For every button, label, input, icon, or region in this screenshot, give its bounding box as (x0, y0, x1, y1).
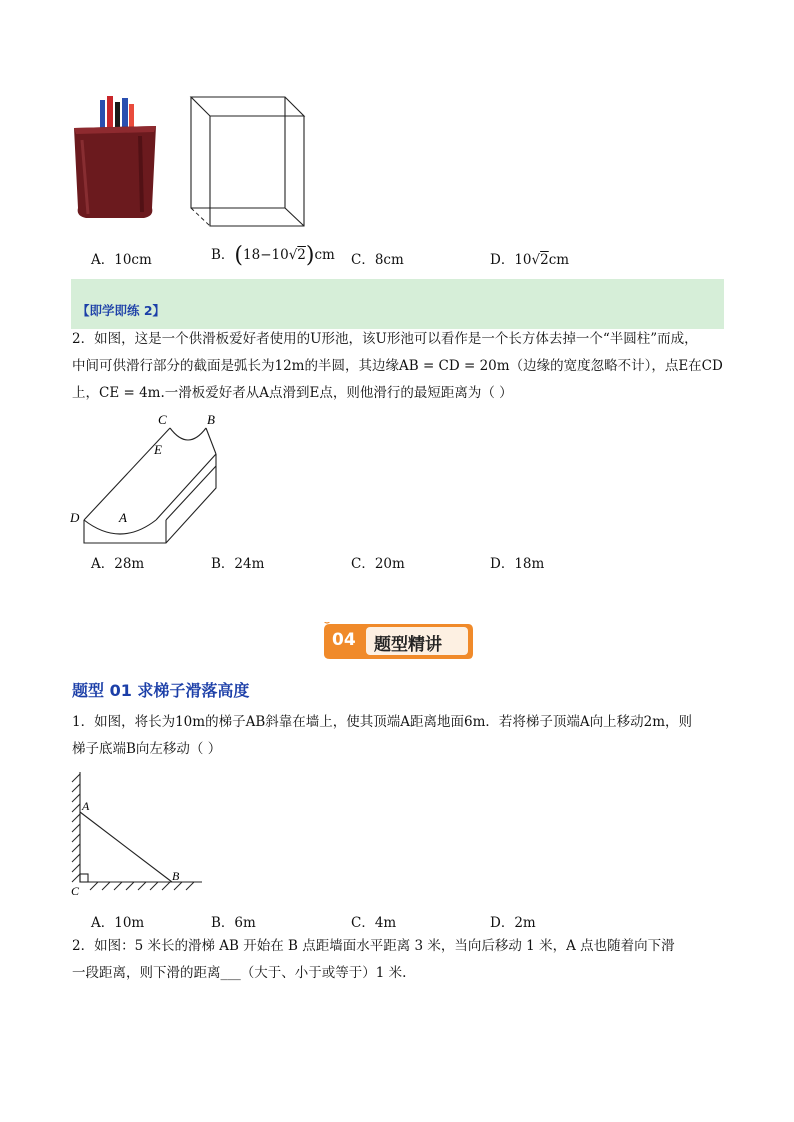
slide-question (72, 933, 737, 987)
practice-question (72, 326, 732, 407)
ladder-option-d: D．2m (490, 915, 536, 931)
badge-number: 04 (332, 630, 356, 650)
u-pool-label-e: E (154, 442, 162, 457)
u-pool-label-b: B (207, 412, 215, 427)
slide-question-line2: 一段距离，则下滑的距离___（大于、小于或等于）1 米. (72, 965, 407, 981)
q1-option-d-unit: cm (548, 252, 570, 268)
ladder-option-c: C．4m (351, 915, 397, 931)
cuboid-figure (188, 94, 308, 230)
u-pool-label-a: A (119, 510, 127, 525)
ladder-question (72, 709, 732, 763)
q1-option-b-unit: cm (314, 247, 335, 263)
q1-option-c: C．8cm (351, 252, 404, 268)
q1-option-b-prefix: B． (211, 247, 235, 263)
q1-option-b: B．(18−10√2)cm (211, 243, 335, 268)
practice-option-b: B．24m (211, 556, 265, 572)
badge-title: 题型精讲 (374, 635, 442, 655)
q1-option-b-root: 2 (297, 247, 306, 263)
ladder-option-a: A．10m (91, 915, 145, 931)
section-badge (322, 622, 474, 660)
sqrt-icon: √ (531, 252, 541, 268)
practice-question-line2: 中间可供滑行部分的截面是弧长为12m的半圆，其边缘AB = CD = 20m（边缘的宽度忽略不计），点E在CD (72, 358, 723, 374)
q1-option-d-root: 2 (540, 252, 549, 268)
practice-option-d: D．18m (490, 556, 545, 572)
ladder-label-a: A (82, 799, 90, 813)
practice-question-line3: 上，CE = 4m.一滑板爱好者从A点滑到E点，则他滑行的最短距离为（ ） (72, 385, 513, 401)
u-pool-label-c: C (158, 412, 167, 427)
q1-option-d-prefix: D． (490, 252, 515, 268)
u-pool-label-d: D (70, 510, 80, 525)
pen-holder-photo (72, 96, 158, 222)
leaf-icon (324, 622, 330, 623)
practice-question-line1: 2．如图，这是一个供滑板爱好者使用的U形池，该U形池可以看作是一个长方体去掉一个“半圆柱”而成， (72, 331, 698, 347)
q1-option-a: A．10cm (91, 252, 152, 268)
u-pool-figure (70, 408, 230, 548)
practice-option-a: A．28m (91, 556, 145, 572)
section-title: 题型 01 求梯子滑落高度 (72, 681, 250, 700)
q1-option-d-coef: 10 (514, 252, 532, 268)
sqrt-icon: √ (288, 247, 298, 263)
practice-label: 【即学即练 2】 (77, 303, 166, 318)
ladder-figure (68, 770, 208, 898)
practice-option-c: C．20m (351, 556, 405, 572)
ladder-label-b: B (172, 869, 180, 883)
practice-banner (71, 279, 724, 329)
q1-option-b-expr: 18−10 (243, 247, 289, 263)
ladder-question-line1: 1．如图，将长为10m的梯子AB斜靠在墙上，使其顶端A距离地面6m．若将梯子顶端A向上移动2m，则 (72, 714, 693, 730)
ladder-option-b: B．6m (211, 915, 256, 931)
q1-option-d (490, 248, 569, 268)
ladder-label-c: C (71, 884, 80, 898)
slide-question-line1: 2．如图：5 米长的滑梯 AB 开始在 B 点距墙面水平距离 3 米，当向后移动 1 米，A 点也随着向下滑 (72, 938, 675, 954)
ladder-question-line2: 梯子底端B向左移动（ ） (72, 741, 222, 757)
